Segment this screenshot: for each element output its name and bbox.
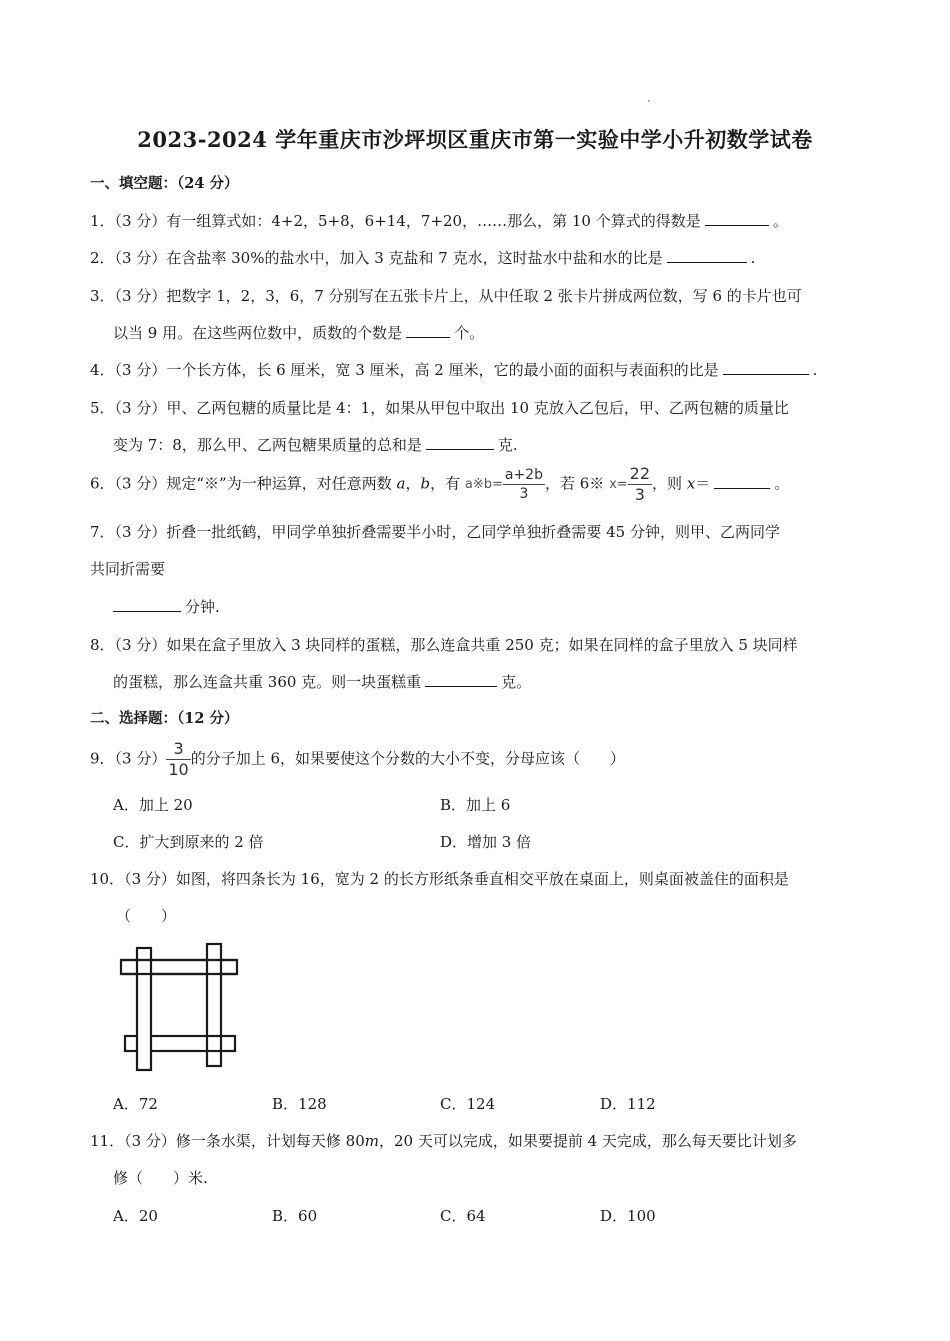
question-2 [90, 247, 755, 268]
fraction-denominator: 10 [168, 760, 189, 779]
question-6-then: ，则 [652, 474, 683, 493]
equals-sign: ＝ [695, 474, 711, 493]
q11-option-c[interactable]: C．64 [440, 1207, 486, 1225]
x-equation-formula [609, 466, 652, 503]
var-b: b [420, 474, 431, 493]
section-choice-heading: 二、选择题：（12 分） [90, 710, 239, 727]
question-7-line-3 [113, 596, 220, 617]
strip-left [137, 948, 151, 1070]
question-1 [90, 210, 788, 231]
question-4-end: . [812, 361, 818, 379]
question-3-line-1: 3．（3 分）把数字 1，2，3，6，7 分别写在五张卡片上，从中任取 2 张卡片拼成两位数，写 6 的卡片也可 [90, 287, 802, 305]
q11-option-a[interactable]: A．20 [113, 1207, 158, 1225]
question-4-text: 4．（3 分）一个长方体，长 6 厘米，宽 3 厘米，高 2 厘米，它的最小面的面积与表面积的比是 [90, 361, 719, 379]
formula-denominator: 3 [519, 486, 529, 502]
question-4 [90, 359, 817, 380]
question-10-line-1: 10．（3 分）如图，将四条长为 16，宽为 2 的长方形纸条垂直相交平放在桌面上，则桌面被盖住的面积是 [90, 870, 789, 888]
question-2-end: . [750, 249, 756, 267]
question-2-text: 2．（3 分）在含盐率 30%的盐水中，加入 3 克盐和 7 克水，这时盐水中盐和水的比是 [90, 249, 663, 267]
answer-blank-6[interactable] [714, 474, 770, 489]
question-9 [90, 741, 625, 778]
fraction-3-10 [166, 741, 190, 778]
var-x: x [686, 474, 696, 493]
answer-blank-4[interactable] [723, 360, 809, 375]
question-3-text: 以当 9 用。在这些两位数中，质数的个数是 [113, 324, 403, 342]
q9-option-b[interactable]: B．加上 6 [440, 796, 511, 814]
q10-option-d[interactable]: D．112 [600, 1095, 656, 1113]
answer-blank-5[interactable] [426, 435, 494, 450]
var-a: a [396, 474, 406, 493]
q10-option-b[interactable]: B．128 [272, 1095, 327, 1113]
question-3-line-2 [113, 322, 484, 343]
question-8-text: 的蛋糕，那么连盒共重 360 克。则一块蛋糕重 [113, 673, 422, 691]
question-5-end: 克. [497, 436, 518, 454]
question-6-after: ，若 6※ [544, 474, 605, 493]
answer-blank-3[interactable] [406, 323, 450, 338]
q9-option-d[interactable]: D．增加 3 倍 [440, 833, 532, 851]
strip-right [207, 944, 221, 1066]
question-5-text: 变为 7：8，那么甲、乙两包糖果质量的总和是 [113, 436, 422, 454]
question-5-line-2 [113, 434, 518, 455]
answer-blank-2[interactable] [667, 248, 747, 263]
q11-option-d[interactable]: D．100 [600, 1207, 656, 1225]
answer-blank-1[interactable] [705, 211, 769, 226]
x-formula-left: x= [609, 477, 628, 492]
question-11-post: ，20 天可以完成，如果要提前 4 天完成，那么每天要比计划多 [379, 1132, 797, 1150]
x-formula-fraction [628, 466, 652, 503]
question-10-line-2: （ ） [116, 907, 177, 925]
question-9-pre: 9．（3 分） [90, 749, 167, 768]
question-7-end: 分钟. [185, 598, 220, 616]
question-7-line-2: 共同折需要 [90, 560, 166, 578]
formula-numerator: a+2b [504, 467, 543, 483]
formula-fraction [503, 468, 545, 501]
question-5-line-1: 5．（3 分）甲、乙两包糖的质量比是 4：1，如果从甲包中取出 10 克放入乙包后，甲、乙两包糖的质量比 [90, 399, 789, 417]
question-8-line-1: 8．（3 分）如果在盒子里放入 3 块同样的蛋糕，那么连盒共重 250 克；如果在同样的盒子里放入 5 块同样 [90, 636, 798, 654]
q9-option-a[interactable]: A．加上 20 [113, 796, 193, 814]
page-title: 2023-2024 学年重庆市沙坪坝区重庆市第一实验中学小升初数学试卷 [137, 127, 813, 152]
question-6-pre: 6．（3 分）规定“※”为一种运算，对任意两数 [90, 474, 392, 493]
q10-option-a[interactable]: A．72 [113, 1095, 158, 1113]
q9-option-c[interactable]: C．扩大到原来的 2 倍 [113, 833, 264, 851]
operation-definition-formula [465, 468, 545, 501]
question-11-line-2: 修（ ）米. [113, 1169, 208, 1187]
formula-left: a※b= [464, 477, 503, 492]
formula-fraction-bar [503, 484, 545, 485]
question-8-end: 克。 [501, 673, 532, 691]
unit-m: m [364, 1132, 379, 1150]
paper-strips-figure [115, 938, 245, 1073]
fraction-numerator: 3 [173, 739, 184, 758]
question-1-end: 。 [772, 212, 788, 230]
question-11-line-1 [90, 1130, 797, 1151]
scan-speck [648, 100, 650, 102]
question-1-text: 1．（3 分）有一组算式如：4+2，5+8，6+14，7+20，……那么，第 10 个算式的得数是 [90, 212, 701, 230]
answer-blank-7[interactable] [113, 597, 181, 612]
question-6 [90, 466, 789, 503]
answer-blank-8[interactable] [425, 672, 497, 687]
question-9-post: 的分子加上 6，如果要使这个分数的大小不变，分母应该（ ） [190, 749, 626, 768]
question-11-pre: 11．（3 分）修一条水渠，计划每天修 80 [90, 1132, 365, 1150]
question-6-end: 。 [774, 474, 790, 493]
q10-option-c[interactable]: C．124 [440, 1095, 496, 1113]
x-formula-denominator: 3 [634, 485, 645, 504]
comma: ， [405, 474, 421, 493]
question-6-mid: ，有 [430, 474, 461, 493]
x-formula-numerator: 22 [629, 464, 651, 483]
question-8-line-2 [113, 671, 531, 692]
question-3-end: 个。 [454, 324, 485, 342]
question-7-line-1: 7．（3 分）折叠一批纸鹤，甲同学单独折叠需要半小时，乙同学单独折叠需要 45 分钟，则甲、乙两同学 [90, 523, 780, 541]
q11-option-b[interactable]: B．60 [272, 1207, 318, 1225]
section-fill-heading: 一、填空题：（24 分） [90, 175, 239, 192]
